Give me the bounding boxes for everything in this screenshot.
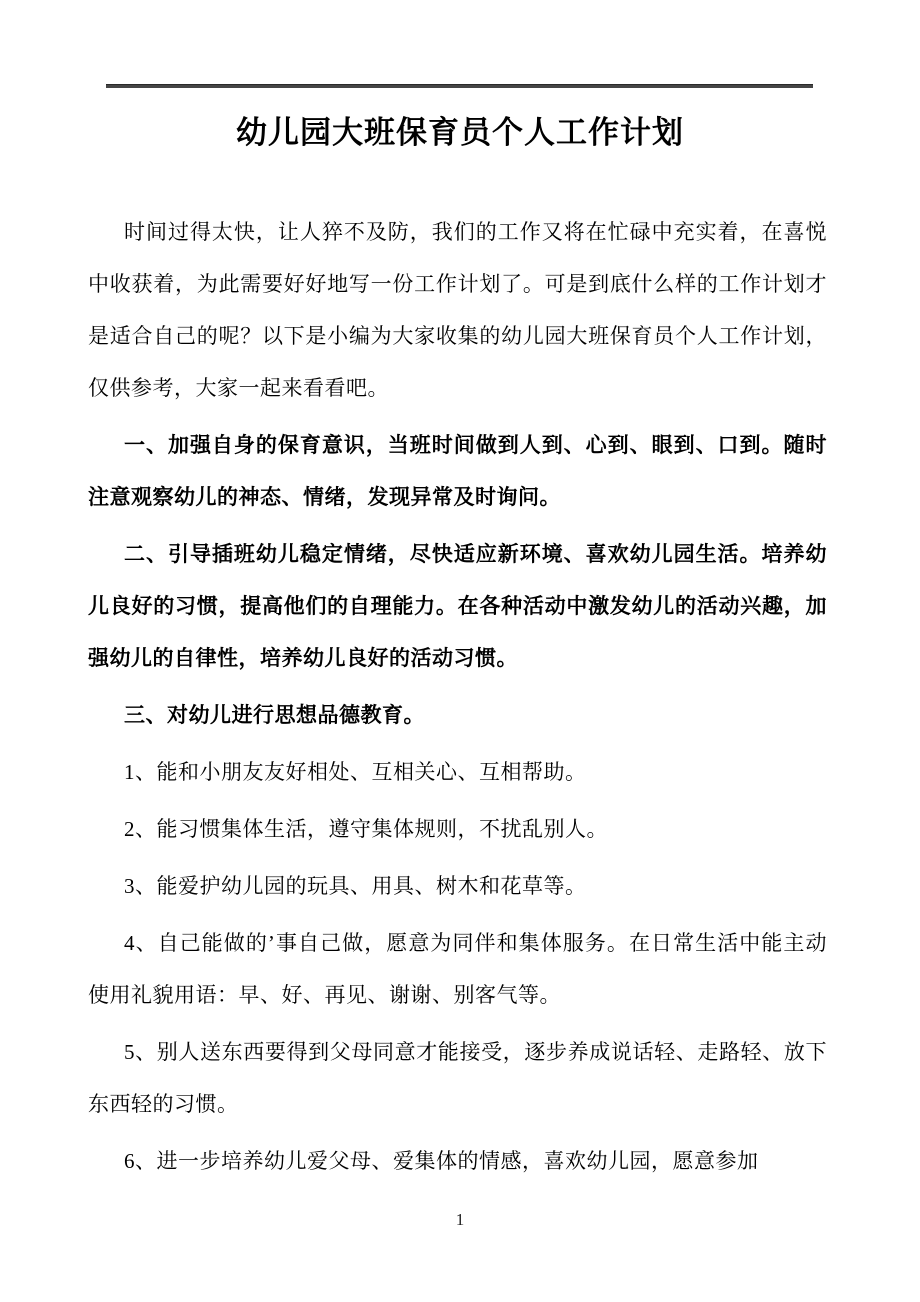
page-number: 1 <box>455 1210 465 1229</box>
paragraph: 二、引导插班幼儿稳定情绪，尽快适应新环境、喜欢幼儿园生活。培养幼儿良好的习惯，提高他们的自理能力。在各种活动中激发幼儿的活动兴趣，加强幼儿的自律性，培养幼儿良好的活动习惯。 <box>88 542 827 670</box>
paragraph: 一、加强自身的保育意识，当班时间做到人到、心到、眼到、口到。随时注意观察幼儿的神态、情绪，发现异常及时询问。 <box>88 433 827 509</box>
paragraph: 时间过得太快，让人猝不及防，我们的工作又将在忙碌中充实着，在喜悦中收获着，为此需要好好地写一份工作计划了。可是到底什么样的工作计划才是适合自己的呢？以下是小编为大家收集的幼儿园大班保育员个人工作计划，仅供参考，大家一起来看看吧。 <box>88 220 827 400</box>
header-divider-line <box>106 84 813 88</box>
document-title: 幼儿园大班保育员个人工作计划 <box>236 115 684 150</box>
paragraph: 1、能和小朋友友好相处、互相关心、互相帮助。 <box>124 760 587 784</box>
paragraph: 6、进一步培养幼儿爱父母、爱集体的情感，喜欢幼儿园，愿意参加 <box>124 1149 759 1173</box>
paragraph: 4、自己能做的’事自己做，愿意为同伴和集体服务。在日常生活中能主动使用礼貌用语：早、好、再见、谢谢、别客气等。 <box>88 931 827 1007</box>
document-body <box>88 206 827 1187</box>
paragraph: 2、能习惯集体生活，遵守集体规则，不扰乱别人。 <box>124 817 608 841</box>
paragraph: 三、对幼儿进行思想品德教育。 <box>124 703 425 727</box>
paragraph: 5、别人送东西要得到父母同意才能接受，逐步养成说话轻、走路轻、放下东西轻的习惯。 <box>88 1040 827 1116</box>
paragraph: 3、能爱护幼儿园的玩具、用具、树木和花草等。 <box>124 874 587 898</box>
